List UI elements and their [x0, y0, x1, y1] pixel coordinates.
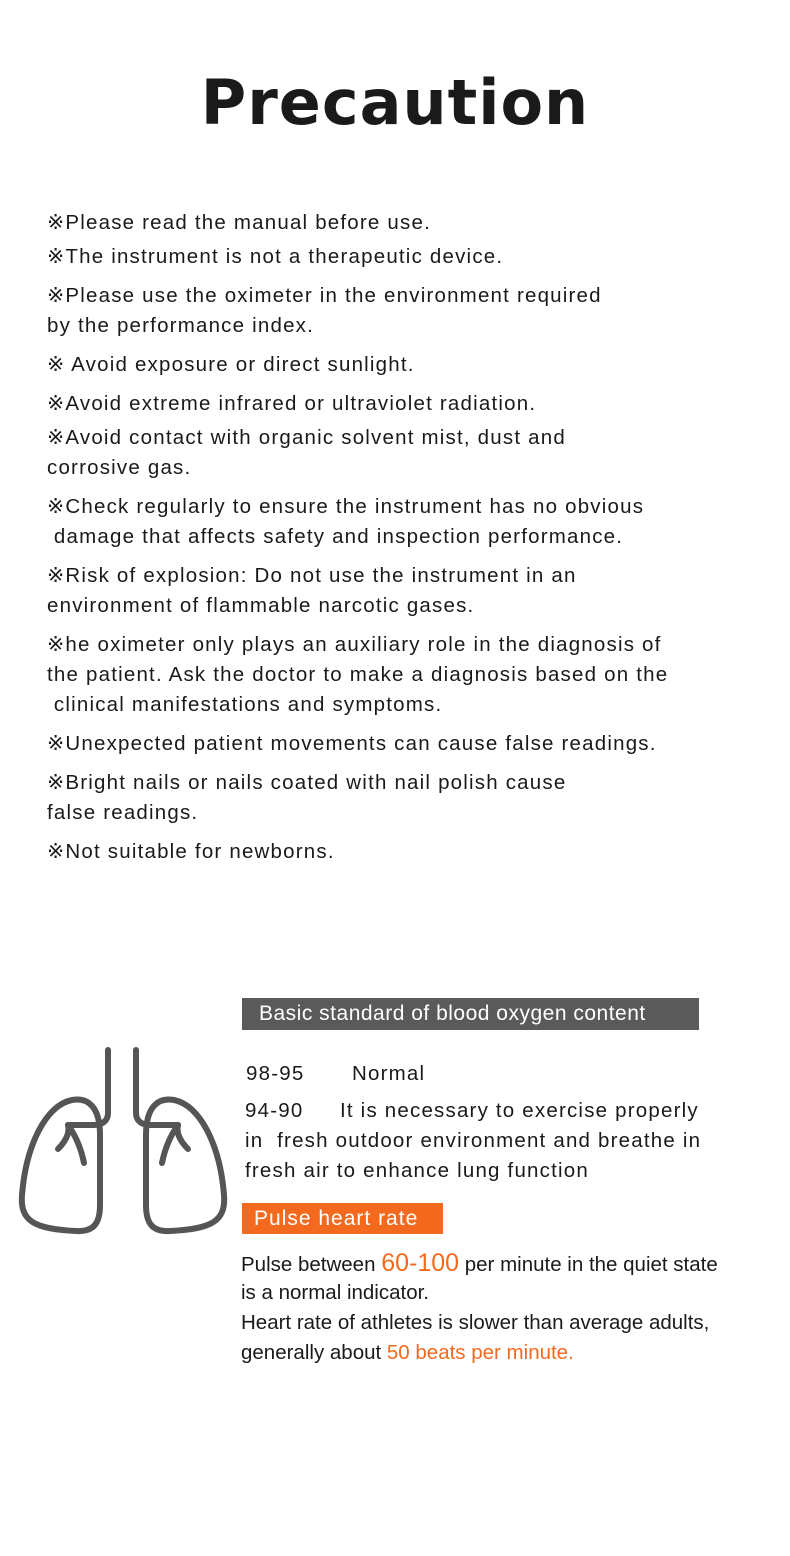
precaution-item: ※Check regularly to ensure the instrument has no obvious damage that affects safety and inspection performance. — [47, 495, 645, 548]
precaution-item: ※he oximeter only plays an auxiliary role in the diagnosis of the patient. Ask the doctor to make a diagnosis based on the clinical manifestations and symptoms. — [47, 633, 669, 716]
pulse-text-line — [241, 1248, 718, 1280]
precaution-item: ※Avoid contact with organic solvent mist, dust and corrosive gas. — [47, 426, 566, 479]
lungs-icon — [16, 1045, 230, 1239]
precaution-item: ※Bright nails or nails coated with nail polish cause false readings. — [47, 771, 567, 824]
precaution-item: ※Risk of explosion: Do not use the instrument in an environment of flammable narcotic gases. — [47, 564, 577, 617]
precaution-item: ※Avoid extreme infrared or ultraviolet radiation. — [47, 392, 537, 415]
pulse-heart-rate-heading: Pulse heart rate — [242, 1203, 443, 1234]
precaution-item: ※Not suitable for newborns. — [47, 840, 335, 863]
pulse-text: generally about — [241, 1341, 387, 1364]
pulse-text: per minute in the quiet state — [459, 1253, 718, 1276]
athlete-rate-value: 50 beats per minute. — [386, 1341, 574, 1364]
precaution-item: ※ Avoid exposure or direct sunlight. — [47, 353, 415, 376]
precaution-item: ※The instrument is not a therapeutic device. — [47, 245, 504, 268]
oxygen-normal-label: Normal — [352, 1062, 426, 1085]
precaution-item: ※Please use the oximeter in the environment required by the performance index. — [47, 284, 602, 337]
pulse-text-line — [241, 1338, 574, 1368]
pulse-range-value: 60-100 — [381, 1249, 460, 1277]
pulse-text-line: Heart rate of athletes is slower than average adults, — [241, 1311, 710, 1334]
oxygen-exercise-text: in fresh outdoor environment and breathe in — [245, 1129, 702, 1152]
oxygen-exercise-text: fresh air to enhance lung function — [245, 1159, 589, 1182]
oxygen-normal-range: 98-95 — [246, 1062, 305, 1085]
oxygen-exercise-text: It is necessary to exercise properly — [340, 1099, 699, 1122]
precaution-item: ※Unexpected patient movements can cause false readings. — [47, 732, 657, 755]
oxygen-standard-heading: Basic standard of blood oxygen content — [242, 998, 699, 1030]
pulse-text-line: is a normal indicator. — [241, 1281, 430, 1304]
precaution-item: ※Please read the manual before use. — [47, 211, 431, 234]
page-title: Precaution — [200, 66, 590, 139]
pulse-text: Pulse between — [241, 1253, 382, 1276]
oxygen-exercise-range: 94-90 — [245, 1099, 304, 1122]
